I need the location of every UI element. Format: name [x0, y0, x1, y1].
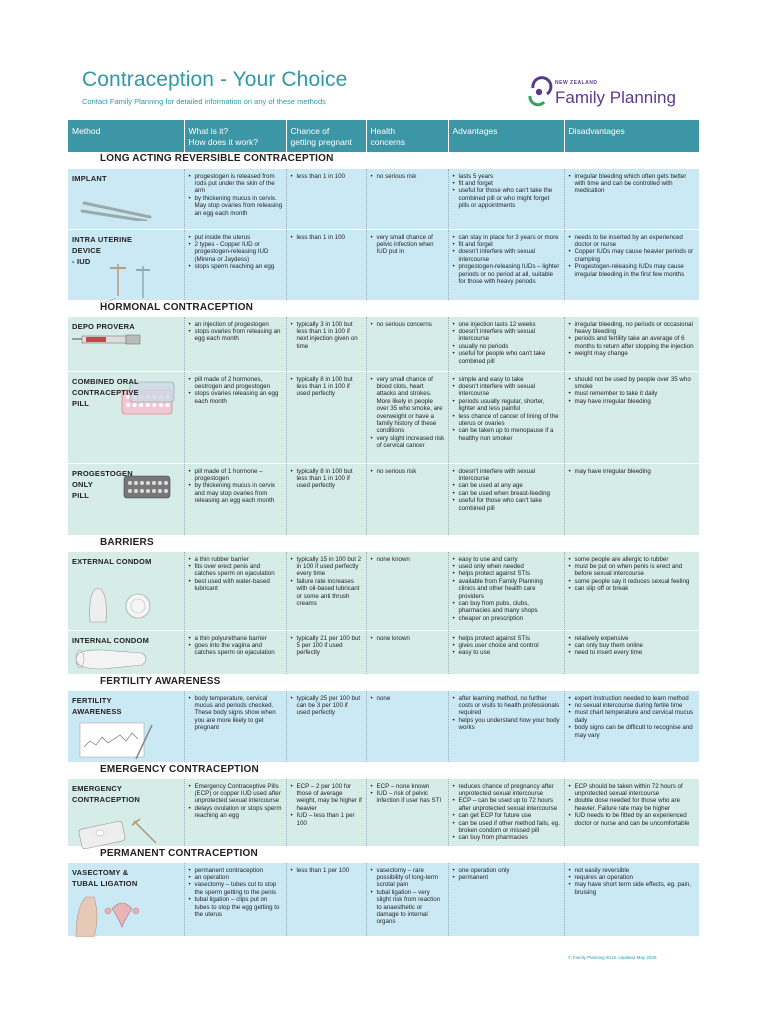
bullet-list	[370, 695, 445, 702]
what-cell	[184, 630, 286, 674]
list-item: • stops sperm reaching an egg	[188, 263, 283, 270]
list-item: • an injection of progestogen	[188, 321, 283, 328]
advantages-cell	[448, 551, 564, 630]
list-item: • fits over erect penis and catches sperm on ejaculation	[188, 563, 283, 578]
list-item: • typically 3 in 100 but less than 1 in 100 if next injection given on time	[290, 321, 363, 351]
health-cell	[366, 371, 448, 463]
section-title: PERMANENT CONTRACEPTION	[68, 846, 699, 862]
method-cell	[68, 371, 184, 463]
list-item: • double dose needed for those who are heavier. Failure rate may be higher	[568, 797, 697, 812]
chance-cell	[286, 690, 366, 762]
disadvantages-cell	[564, 551, 699, 630]
list-item: • permanent	[452, 874, 561, 881]
method-illustration	[74, 815, 164, 852]
chance-cell	[286, 463, 366, 535]
advantages-cell	[448, 229, 564, 300]
list-item: • no serious risk	[370, 468, 445, 475]
bullet-list	[568, 635, 697, 657]
method-name: INTRA UTERINE DEVICE - IUD	[72, 234, 133, 266]
bullet-list	[290, 867, 363, 874]
section-title: EMERGENCY CONTRACEPTION	[68, 762, 699, 778]
list-item: • none known	[370, 635, 445, 642]
list-item: • an operation	[188, 874, 283, 881]
list-item: • fit and forget	[452, 180, 561, 187]
what-cell	[184, 371, 286, 463]
list-item: • failure rate increases with oil-based lubricant or some anti thrush creams	[290, 578, 363, 608]
bullet-list	[568, 376, 697, 406]
method-name: EXTERNAL CONDOM	[72, 556, 152, 566]
bullet-list	[370, 867, 445, 926]
table-row	[68, 551, 699, 630]
disadvantages-cell	[564, 630, 699, 674]
bullet-list	[568, 783, 697, 827]
chance-cell	[286, 371, 366, 463]
bullet-list	[568, 173, 697, 195]
bullet-list	[188, 234, 283, 271]
list-item: • doesn't interfere with sexual intercourse	[452, 468, 561, 483]
list-item: • lasts 5 years	[452, 173, 561, 180]
list-item: • ECP – 2 per 100 for those of average weight, may be higher if heavier	[290, 783, 363, 813]
list-item: • IUD – risk of pelvic infection if user has STI	[370, 790, 445, 805]
what-cell	[184, 229, 286, 300]
method-illustration	[78, 582, 158, 631]
section-title: FERTILITY AWARENESS	[68, 674, 699, 690]
advantages-cell	[448, 371, 564, 463]
method-name: DEPO PROVERA	[72, 321, 135, 331]
list-item: • helps you understand how your body works	[452, 717, 561, 732]
list-item: • doesn't interfere with sexual intercourse	[452, 328, 561, 343]
method-name: EMERGENCY CONTRACEPTION	[72, 783, 141, 804]
bullet-list	[370, 635, 445, 642]
list-item: • IUD – less than 1 per 100	[290, 812, 363, 827]
disadvantages-cell	[564, 778, 699, 846]
what-cell	[184, 690, 286, 762]
list-item: • ECP should be taken within 72 hours of unprotected sexual intercourse	[568, 783, 697, 798]
disadvantages-cell	[564, 371, 699, 463]
chance-cell	[286, 229, 366, 300]
list-item: • none known	[370, 556, 445, 563]
bullet-list	[568, 321, 697, 358]
list-item: • must remember to take it daily	[568, 390, 697, 397]
bullet-list	[568, 468, 697, 475]
method-name: IMPLANT	[72, 173, 107, 183]
bullet-list	[188, 783, 283, 820]
list-item: • doesn't interfere with sexual intercourse	[452, 248, 561, 263]
health-cell	[366, 316, 448, 371]
method-cell	[68, 862, 184, 936]
list-item: • pill made of 2 hormones, oestrogen and progestogen	[188, 376, 283, 391]
method-cell	[68, 168, 184, 229]
bullet-list	[452, 468, 561, 512]
list-item: • after learning method, no further costs or visits to health professionals required	[452, 695, 561, 717]
list-item: • can be used at any age	[452, 482, 561, 489]
disadvantages-cell	[564, 690, 699, 762]
list-item: • permanent contraception	[188, 867, 283, 874]
list-item: • helps protect against STIs	[452, 635, 561, 642]
list-item: • very small chance of blood clots, heart attacks and strokes. More likely in people over 35 who smoke, are overweight or have a family history of these conditions	[370, 376, 445, 435]
list-item: • typically 8 in 100 but less than 1 in 100 if used perfectly	[290, 376, 363, 398]
bullet-list	[370, 556, 445, 563]
list-item: • weight may change	[568, 350, 697, 357]
what-cell	[184, 168, 286, 229]
list-item: • ECP – none known	[370, 783, 445, 790]
method-name: PROGESTOGEN ONLY PILL	[72, 468, 133, 500]
method-cell	[68, 463, 184, 535]
bullet-list	[290, 556, 363, 608]
bullet-list	[568, 695, 697, 739]
list-item: • can only buy them online	[568, 642, 697, 649]
list-item: • available from Family Planning clinics and other health care providers	[452, 578, 561, 600]
list-item: • 2 types - Copper IUD or progestogen-releasing IUD (Mirena or Jaydess)	[188, 241, 283, 263]
bullet-list	[370, 376, 445, 450]
list-item: • by thickening mucus in cervix. May stop ovaries from releasing an egg each month	[188, 195, 283, 217]
health-cell	[366, 168, 448, 229]
list-item: • Progestogen-releasing IUDs may cause irregular bleeding in the first few months	[568, 263, 697, 278]
copyright-footer: © Family Planning 2018. Updated May 2020.	[568, 955, 658, 960]
bullet-list	[188, 173, 283, 217]
what-cell	[184, 778, 286, 846]
list-item: • typically 15 in 100 but 2 in 100 if used perfectly every time	[290, 556, 363, 578]
list-item: • Copper IUDs may cause heavier periods or cramping	[568, 248, 697, 263]
disadvantages-cell	[564, 316, 699, 371]
section-header-row	[68, 762, 699, 778]
list-item: • relatively expensive	[568, 635, 697, 642]
section-title: LONG ACTING REVERSIBLE CONTRACEPTION	[68, 152, 699, 168]
column-header: Advantages	[448, 120, 564, 152]
list-item: • requires an operation	[568, 874, 697, 881]
list-item: • a thin rubber barrier	[188, 556, 283, 563]
list-item: • by thickening mucus in cervix and may stop ovaries from releasing an egg each month	[188, 482, 283, 504]
list-item: • less chance of cancer of lining of the uterus or ovaries	[452, 413, 561, 428]
column-header: What is it? How does it work?	[184, 120, 286, 152]
list-item: • can be used when breast-feeding	[452, 490, 561, 497]
disadvantages-cell	[564, 229, 699, 300]
list-item: • body signs can be difficult to recognise and may vary	[568, 724, 697, 739]
bullet-list	[188, 867, 283, 919]
list-item: • needs to be inserted by an experienced doctor or nurse	[568, 234, 697, 249]
section-header-row	[68, 535, 699, 551]
list-item: • one injection lasts 12 weeks	[452, 321, 561, 328]
section-title: BARRIERS	[68, 535, 699, 551]
bullet-list	[290, 376, 363, 398]
list-item: • gives user choice and control	[452, 642, 561, 649]
list-item: • vasectomy – rare possibility of long-term scrotal pain	[370, 867, 445, 889]
advantages-cell	[448, 168, 564, 229]
bullet-list	[452, 173, 561, 210]
bullet-list	[188, 468, 283, 505]
table-row	[68, 690, 699, 762]
advantages-cell	[448, 630, 564, 674]
list-item: • body temperature, cervical mucus and periods checked. These body signs show when you are more likely to get pregnant	[188, 695, 283, 732]
chance-cell	[286, 316, 366, 371]
method-cell	[68, 316, 184, 371]
list-item: • typically 8 in 100 but less than 1 in 100 if used perfectly	[290, 468, 363, 490]
list-item: • progestogen-releasing IUDs – lighter periods or no period at all, suitable for those with heavy periods	[452, 263, 561, 285]
list-item: • can buy from pharmacies	[452, 834, 561, 841]
health-cell	[366, 778, 448, 846]
bullet-list	[452, 321, 561, 365]
list-item: • useful for people who can't take combined pill	[452, 350, 561, 365]
logo-name: Family Planning	[555, 88, 676, 107]
list-item: • useful for those who can't take the combined pill or who might forget pills or appointments	[452, 187, 561, 209]
chance-cell	[286, 168, 366, 229]
advantages-cell	[448, 862, 564, 936]
bullet-list	[188, 556, 283, 593]
bullet-list	[370, 468, 445, 475]
bullet-list	[568, 234, 697, 278]
advantages-cell	[448, 690, 564, 762]
column-header: Health concerns	[366, 120, 448, 152]
bullet-list	[370, 321, 445, 328]
advantages-cell	[448, 778, 564, 846]
list-item: • vasectomy – tubes cut to stop the sperm getting to the penis	[188, 881, 283, 896]
health-cell	[366, 630, 448, 674]
list-item: • periods usually regular, shorter, lighter and less painful	[452, 398, 561, 413]
method-illustration	[72, 331, 148, 350]
family-planning-logo	[527, 72, 687, 114]
list-item: • can stay in place for 3 years or more	[452, 234, 561, 241]
method-cell	[68, 551, 184, 630]
health-cell	[366, 690, 448, 762]
list-item: • reduces chance of pregnancy after unprotected sexual intercourse	[452, 783, 561, 798]
column-header: Method	[68, 120, 184, 152]
health-cell	[366, 862, 448, 936]
bullet-list	[370, 783, 445, 805]
table-row	[68, 316, 699, 371]
what-cell	[184, 862, 286, 936]
bullet-list	[452, 234, 561, 286]
list-item: • put inside the uterus	[188, 234, 283, 241]
list-item: • less than 1 in 100	[290, 173, 363, 180]
section-title: HORMONAL CONTRACEPTION	[68, 300, 699, 316]
what-cell	[184, 551, 286, 630]
list-item: • expert instruction needed to learn method	[568, 695, 697, 702]
list-item: • very small chance of pelvic infection when IUD put in	[370, 234, 445, 256]
section-header-row	[68, 674, 699, 690]
method-name: COMBINED ORAL CONTRACEPTIVE PILL	[72, 376, 139, 408]
list-item: • progestogen is released from rods put under the skin of the arm	[188, 173, 283, 195]
bullet-list	[452, 556, 561, 623]
health-cell	[366, 551, 448, 630]
list-item: • should not be used by people over 35 who smoke	[568, 376, 697, 391]
list-item: • can be used if other method fails, eg. broken condom or missed pill	[452, 820, 561, 835]
bullet-list	[452, 376, 561, 443]
list-item: • tubal ligation – clips put on tubes to stop the egg getting to the uterus	[188, 896, 283, 918]
bullet-list	[452, 695, 561, 732]
list-item: • best used with water-based lubricant	[188, 578, 283, 593]
what-cell	[184, 316, 286, 371]
list-item: • irregular bleeding, no periods or occasional heavy bleeding	[568, 321, 697, 336]
column-header: Chance of getting pregnant	[286, 120, 366, 152]
method-illustration	[72, 887, 156, 940]
bullet-list	[290, 468, 363, 490]
table-row	[68, 630, 699, 674]
list-item: • can get ECP for future use	[452, 812, 561, 819]
list-item: • some people are allergic to rubber	[568, 556, 697, 563]
column-header: Disadvantages	[564, 120, 699, 152]
table-row	[68, 168, 699, 229]
bullet-list	[370, 234, 445, 256]
method-illustration	[72, 647, 152, 676]
bullet-list	[568, 867, 697, 897]
method-illustration	[98, 264, 168, 307]
chance-cell	[286, 630, 366, 674]
list-item: • some people say it reduces sexual feeling	[568, 578, 697, 585]
list-item: • less than 1 in 100	[290, 234, 363, 241]
chance-cell	[286, 551, 366, 630]
section-header-row	[68, 152, 699, 168]
page-title: Contraception - Your Choice	[82, 68, 348, 91]
disadvantages-cell	[564, 168, 699, 229]
bullet-list	[188, 635, 283, 657]
table-header-row	[68, 120, 699, 152]
method-illustration	[76, 197, 156, 224]
health-cell	[366, 463, 448, 535]
bullet-list	[290, 695, 363, 717]
disadvantages-cell	[564, 862, 699, 936]
list-item: • helps protect against STIs	[452, 570, 561, 577]
list-item: • none	[370, 695, 445, 702]
method-cell	[68, 630, 184, 674]
list-item: • pill made of 1 hormone – progestogen	[188, 468, 283, 483]
method-name: INTERNAL CONDOM	[72, 635, 150, 645]
bullet-list	[452, 867, 561, 882]
list-item: • less than 1 per 100	[290, 867, 363, 874]
bullet-list	[188, 695, 283, 732]
list-item: • easy to use	[452, 649, 561, 656]
bullet-list	[290, 234, 363, 241]
list-item: • stops ovaries releasing an egg each month	[188, 390, 283, 405]
list-item: • can buy from pubs, clubs, pharmacies and many shops	[452, 600, 561, 615]
advantages-cell	[448, 463, 564, 535]
bullet-list	[290, 635, 363, 657]
method-cell	[68, 778, 184, 846]
contraception-table	[68, 120, 699, 937]
method-cell	[68, 690, 184, 762]
list-item: • delays ovulation or stops sperm reaching an egg	[188, 805, 283, 820]
list-item: • simple and easy to take	[452, 376, 561, 383]
list-item: • tubal ligation – very slight risk from reaction to anaesthetic or damage to internal organs	[370, 889, 445, 926]
bullet-list	[452, 783, 561, 842]
table-row	[68, 229, 699, 300]
method-name: FERTILITY AWARENESS	[72, 695, 122, 716]
table-body	[68, 152, 699, 936]
list-item: • goes into the vagina and catches sperm on ejaculation	[188, 642, 283, 657]
table-row	[68, 862, 699, 936]
list-item: • very slight increased risk of cervical cancer	[370, 435, 445, 450]
list-item: • one operation only	[452, 867, 561, 874]
disadvantages-cell	[564, 463, 699, 535]
list-item: • stops ovaries from releasing an egg each month	[188, 328, 283, 343]
list-item: • irregular bleeding which often gets better with time and can be controlled with medication	[568, 173, 697, 195]
list-item: • usually no periods	[452, 343, 561, 350]
list-item: • may have irregular bleeding	[568, 468, 697, 475]
list-item: • IUD needs to be fitted by an experienced doctor or nurse and can be uncomfortable	[568, 812, 697, 827]
logo-country: NEW ZEALAND	[555, 80, 598, 86]
method-cell	[68, 229, 184, 300]
what-cell	[184, 463, 286, 535]
method-illustration	[76, 719, 156, 764]
health-cell	[366, 229, 448, 300]
method-name: VASECTOMY & TUBAL LIGATION	[72, 867, 138, 888]
list-item: • cheaper on prescription	[452, 615, 561, 622]
list-item: • may have irregular bleeding	[568, 398, 697, 405]
list-item: • can be taken up to menopause if a healthy non smoker	[452, 427, 561, 442]
list-item: • typically 21 per 100 but 5 per 100 if used perfectly	[290, 635, 363, 657]
table-row	[68, 778, 699, 846]
bullet-list	[290, 173, 363, 180]
list-item: • fit and forget	[452, 241, 561, 248]
page-subtitle: Contact Family Planning for detailed information on any of these methods	[82, 97, 326, 106]
list-item: • easy to use and carry	[452, 556, 561, 563]
list-item: • Emergency Contraceptive Pills (ECP) or copper IUD used after unprotected sexual intercourse	[188, 783, 283, 805]
table-row	[68, 371, 699, 463]
chance-cell	[286, 778, 366, 846]
list-item: • need to insert every time	[568, 649, 697, 656]
chance-cell	[286, 862, 366, 936]
list-item: • ECP – can be used up to 72 hours after unprotected sexual intercourse	[452, 797, 561, 812]
list-item: • no serious concerns	[370, 321, 445, 328]
bullet-list	[568, 556, 697, 593]
list-item: • used only when needed	[452, 563, 561, 570]
list-item: • typically 25 per 100 but can be 3 per 100 if used perfectly	[290, 695, 363, 717]
list-item: • can slip off or break	[568, 585, 697, 592]
list-item: • must chart temperature and cervical mucus daily	[568, 709, 697, 724]
list-item: • a thin polyurethane barrier	[188, 635, 283, 642]
list-item: • no serious risk	[370, 173, 445, 180]
list-item: • no sexual intercourse during fertile time	[568, 702, 697, 709]
advantages-cell	[448, 316, 564, 371]
list-item: • useful for those who can't take combined pill	[452, 497, 561, 512]
bullet-list	[188, 321, 283, 343]
logo-mark-icon	[527, 76, 553, 110]
list-item: • not easily reversible	[568, 867, 697, 874]
list-item: • must be put on when penis is erect and before sexual intercourse	[568, 563, 697, 578]
bullet-list	[188, 376, 283, 406]
list-item: • doesn't interfere with sexual intercourse	[452, 383, 561, 398]
list-item: • periods and fertility take an average of 6 months to return after stopping the injection	[568, 335, 697, 350]
list-item: • may have short term side effects, eg. pain, bruising	[568, 881, 697, 896]
bullet-list	[370, 173, 445, 180]
table-row	[68, 463, 699, 535]
bullet-list	[290, 321, 363, 351]
bullet-list	[452, 635, 561, 657]
bullet-list	[290, 783, 363, 827]
